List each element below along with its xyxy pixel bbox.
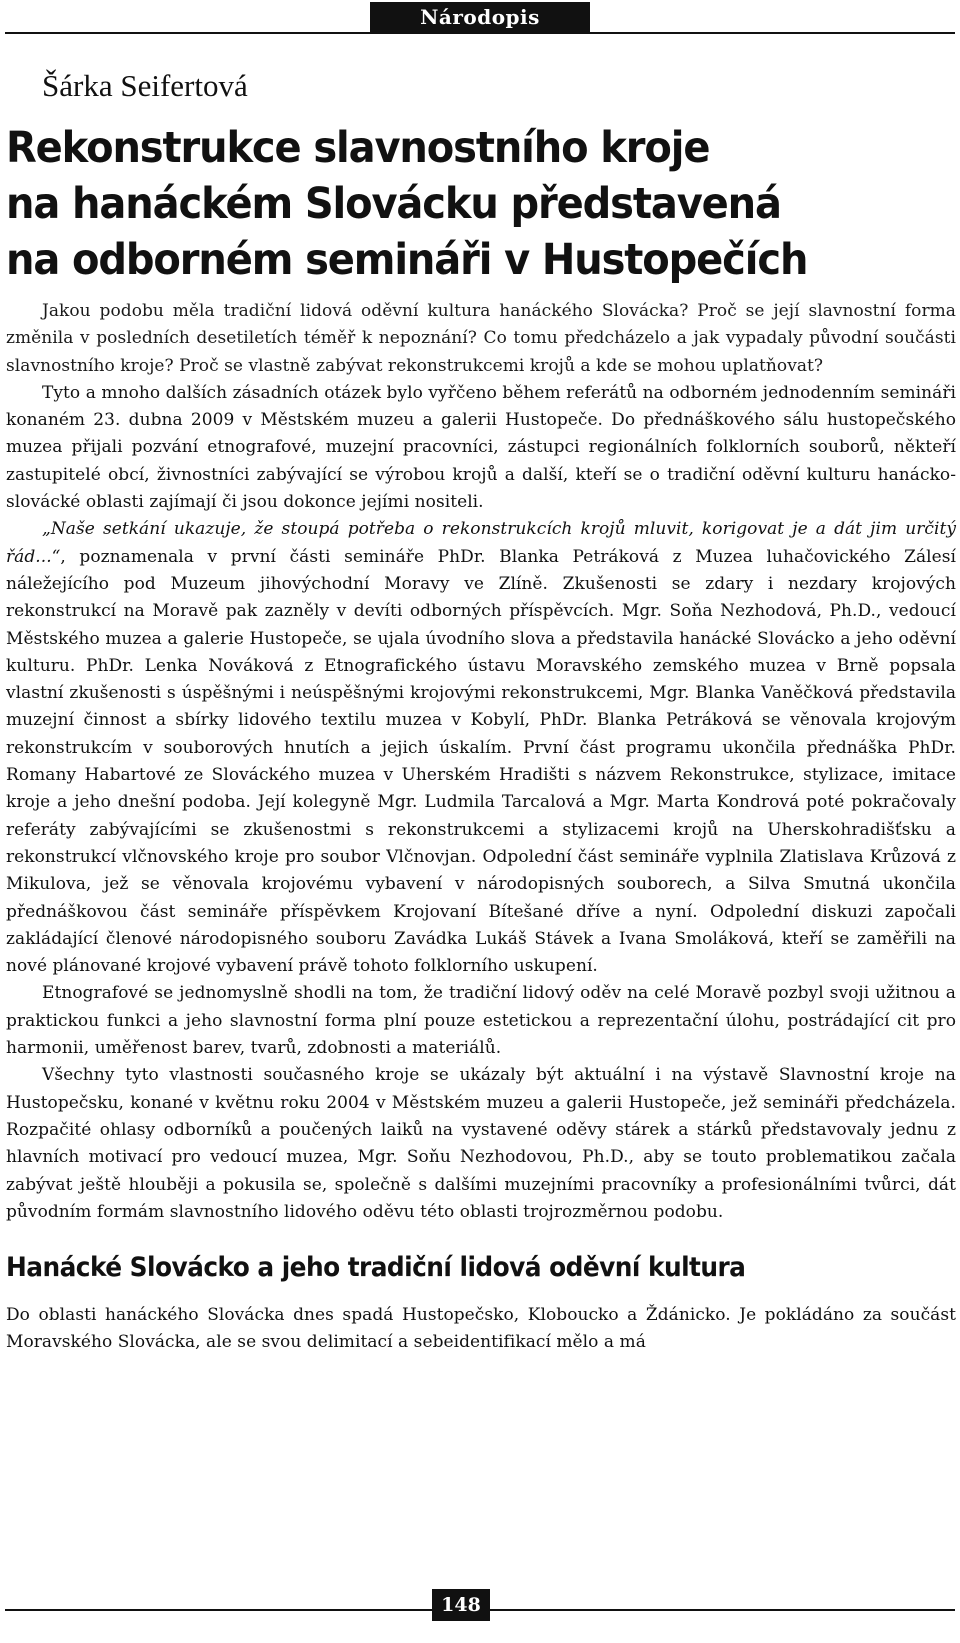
paragraph: Všechny tyto vlastnosti současného kroje se ukázaly být aktuální i na výstavě Slavnostní kroje na Hustopečsku, konané v květnu roku 2004 v Městském muzeu a galerii Hustopeče, jež semináři předcházela. Rozpačité ohlasy odborníků a poučených laiků na vystavené oděvy stárek a stárků představovaly jednu z hlavních motivací pro vedoucí muzea, Mgr. Soňu Nezhodovou, Ph.D., aby se touto problematikou začala zabývat ještě hlouběji a pokusila se, společně s dalšími muzejními pracovníky a profesionálními tvůrci, dát původním formám slavnostního lidového oděvu této oblasti trojrozměrnou podobu.: [6, 1065, 956, 1222]
author-name: Šárka Seifertová: [42, 68, 248, 103]
lead-paragraph: Jakou podobu měla tradiční lidová oděvní kultura hanáckého Slovácka? Proč se její slavnostní forma změnila v posledních desetiletích téměř k nepoznání? Co tomu předcházelo a jak vypadaly původní součásti slavnostního kroje? Proč se vlastně zabývat rekonstrukcemi krojů a kde se mohou uplatňovat?: [6, 301, 956, 376]
article-title: [6, 120, 880, 288]
title-line: na odborném semináři v Hustopečích: [6, 235, 808, 285]
paragraph-text: , poznamenala v první části semináře PhDr. Blanka Petráková z Muzea luhačovického Zálesí náležejícího pod Muzeum jihovýchodní Moravy ve Zlíně. Zkušenosti se zdary i nezdary krojových rekonstrukcí na Moravě pak zazněly v devíti odborných příspěvcích. Mgr. Soňa Nezhodová, Ph.D., vedoucí Městského muzea a galerie Hustopeče, se ujala úvodního slova a představila hanácké Slovácko a jeho oděvní kulturu. PhDr. Lenka Nováková z Etnografického ústavu Moravského zemského muzea v Brně popsala vlastní zkušenosti s úspěšnými i neúspěšnými krojovými rekonstrukcemi, Mgr. Blanka Vaněčková představila muzejní činnost a sbírky lidového textilu muzea v Kobylí, PhDr. Blanka Petráková se věnovala krojovým rekonstrukcím v souborových hnutích a jejich úskalím. První část programu ukončila přednáška PhDr. Romany Habartové ze Slováckého muzea v Uherském Hradišti s názvem Rekonstrukce, stylizace, imitace kroje a jeho dnešní podoba. Její kolegyně Mgr. Ludmila Tarcalová a Mgr. Marta Kondrová poté pokračovaly referáty zabývajícími se zkušenostmi s rekonstrukcemi a stylizacemi krojů na Uherskohradišťsku a rekonstrukcí vlčnovského kroje pro soubor Vlčnovjan. Odpolední část semináře vyplnila Zlatislava Krůzová z Mikulova, jež se věnovala krojovému vybavení v národopisných souborech, a Silva Smutná ukončila přednáškovou část semináře příspěvkem Krojovaní Bítešané dříve a nyní. Odpolední diskuzi započali zakládající členové národopisného souboru Zavádka Lukáš Stávek a Ivana Smoláková, kteří se zaměřili na nové plánované krojové vybavení právě tohoto folklorního uskupení.: [6, 546, 956, 977]
section-heading: Hanácké Slovácko a jeho tradiční lidová oděvní kultura: [6, 1252, 746, 1284]
article-body: [6, 298, 956, 1357]
paragraph: Tyto a mnoho dalších zásadních otázek bylo vyřčeno během referátů na odborném jednodenním semináři konaném 23. dubna 2009 v Městském muzeu a galerii Hustopeče. Do přednáškového sálu hustopečského muzea přijali pozvání etnografové, muzejní pracovníci, zástupci regionálních folklorních souborů, někteří zastupitelé obcí, živnostníci zabývající se výrobou krojů a další, kteří se o tradiční oděvní kulturu hanácko-slovácké oblasti zajímají či jsou dokonce jejími nositeli.: [6, 382, 956, 513]
section-tag: Národopis: [370, 2, 590, 33]
title-line: Rekonstrukce slavnostního kroje: [6, 123, 710, 173]
quote: „Naše setkání ukazuje, že stoupá potřeba o rekonstrukcích krojů mluvit, korigovat je a dát jim určitý řád...“: [6, 519, 956, 567]
paragraph: [6, 516, 956, 980]
paragraph: Etnografové se jednomyslně shodli na tom, že tradiční lidový oděv na celé Moravě pozbyl svoji užitnou a praktickou funkci a jeho slavnostní forma plní pouze estetickou a reprezentační úlohu, postrádající cit pro harmonii, uměřenost barev, tvarů, zdobnosti a materiálů.: [6, 983, 956, 1059]
title-line: na hanáckém Slovácku představená: [6, 179, 781, 229]
paragraph: Do oblasti hanáckého Slovácka dnes spadá Hustopečsko, Kloboucko a Ždánicko. Je pokládáno za součást Moravského Slovácka, ale se svou delimitací a sebeidentifikací mělo a má: [6, 1305, 956, 1353]
page-number: 148: [432, 1589, 490, 1621]
